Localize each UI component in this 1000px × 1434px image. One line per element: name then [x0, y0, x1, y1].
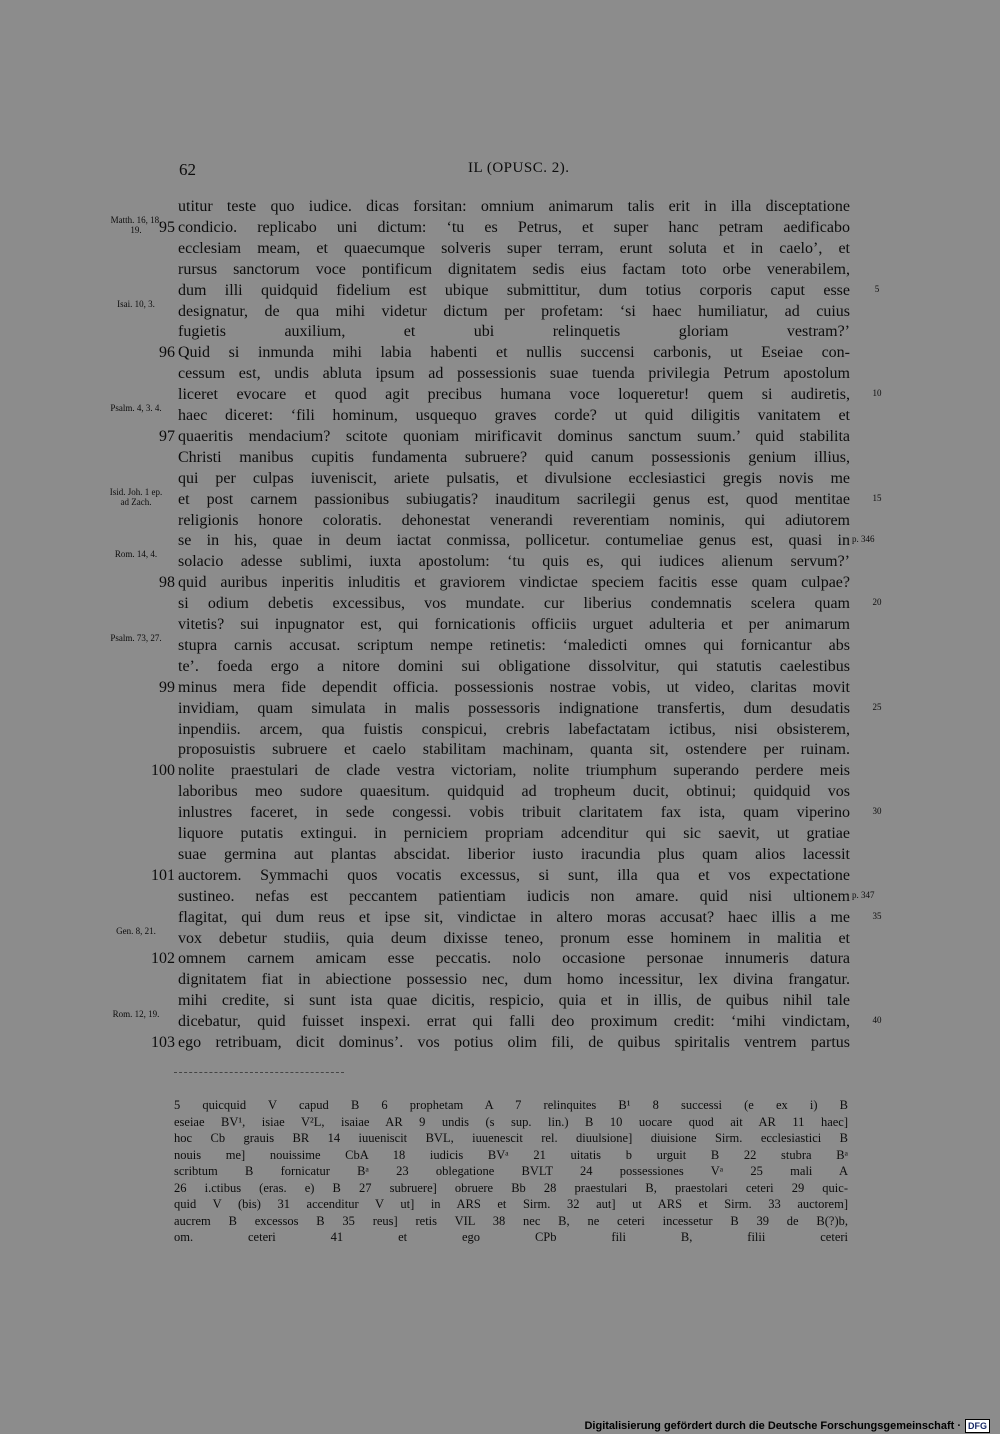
chapter-number: 99	[159, 678, 175, 696]
chapter-number: 98	[159, 574, 175, 592]
text-line: quaeritis mendacium? scitote quoniam mirificavit dominus sanctum suum.’ quid stabilita	[178, 427, 850, 445]
apparatus-line: hoc Cb grauis BR 14 iuueniscit BVL, iuuenescit rel. diuulsione] diuisione Sirm. ecclesiastici B	[174, 1131, 848, 1145]
text-line: condicio. replicabo uni dictum: ‘tu es Petrus, et super hanc petram aedificabo	[178, 218, 850, 236]
apparatus-line: om. ceteri 41 et ego CPb fili B, filii ceteri	[174, 1230, 848, 1244]
line-number: 15	[872, 492, 882, 503]
text-line: inpendiis. arcem, qua fuistis conspicui, crebris labefactatam ictibus, nisi obsisterem,	[178, 720, 850, 738]
text-line: liceret evocare et quod agit precibus humana voce loqueretur! quem si audiretis,	[178, 386, 850, 404]
text-line: fugietis auxilium, et ubi relinquetis gloriam vestram?’	[178, 323, 850, 341]
scripture-reference: Matth. 16, 18. 19.	[110, 214, 162, 235]
text-line: et post carnem passionibus subiugatis? inauditum sacrilegii genus est, quod mentitae	[178, 490, 850, 508]
text-line: solacio adesse sublimi, iuxta apostolum: ‘tu quis es, qui iudices alienum servum?’	[178, 553, 850, 571]
text-line: designatur, de qua mihi videtur dictum per profetam: ‘si haec humiliatur, ad cuius	[178, 302, 850, 320]
text-line: auctorem. Symmachi quos vocatis excessus, si sunt, illa qua et vos expectatione	[178, 866, 850, 884]
text-line: liquore putatis extingui. in perniciem propriam adcenditur qui sic saevit, ut gratiae	[178, 825, 850, 842]
apparatus-line: 26 i.ctibus (eras. e) B 27 subruere] obruere Bb 28 praestulari B, praestolari ceteri 29 quic-	[174, 1180, 848, 1195]
scripture-reference: Isid. Joh. 1 ep. ad Zach.	[109, 486, 163, 507]
text-line: cessum est, undis abluta ipsum ad possessionis suae tuenda privilegia Petrum apostolum	[178, 365, 850, 383]
scripture-reference: Rom. 14, 4.	[114, 549, 158, 560]
text-line: Christi manibus cupitis fundamenta subruere? quid canum possessionis genium illius,	[178, 448, 850, 466]
line-number: 10	[872, 388, 882, 399]
text-line: omnem carnem amicam esse peccatis. nolo occasione personae innumeris datura	[178, 950, 850, 968]
page-reference: p. 347	[852, 889, 875, 900]
line-number: 5	[874, 283, 880, 294]
text-line: quid auribus inperitis inluditis et graviorem vindictae speciem facitis esse quam culpae?	[178, 574, 850, 592]
text-line: mihi credite, si sunt ista quae dicitis, respicio, quia et in illis, de quibus nihil tale	[178, 992, 850, 1010]
text-line: rursus sanctorum voce pontificum dignitatem sedis eius factam toto orbe venerabilem,	[178, 260, 850, 278]
chapter-number: 103	[151, 1034, 175, 1051]
text-line: dicebatur, quid fuisset inspexi. errat qui falli deo proximum credit: ‘mihi vindictam,	[178, 1013, 850, 1031]
text-line: vitetis? sui inpugnator est, qui fornicationis officiis urguet adulteria et per animarum	[178, 616, 850, 633]
text-line: religionis honore coloratis. dehonestat venerandi reverentiam nominis, qui adiutorem	[178, 511, 850, 529]
line-number: 40	[872, 1015, 882, 1026]
text-line: qui per culpas iuveniscit, ariete pulsatis, et divulsione ecclesiastici gregis novis me	[178, 469, 850, 487]
scripture-reference: Gen. 8, 21.	[116, 925, 156, 936]
text-line: ecclesiam meam, et quaecumque solveris super terram, erunt soluta et in caelo’, et	[178, 239, 850, 257]
text-line: si odium debetis excessibus, vos mundate. cur liberius condemnatis scelera quam	[178, 595, 850, 613]
text-line: proposuistis subruere et caelo stabilitam machinam, quanta sit, ostendere per ruinam.	[178, 741, 850, 759]
line-number: 30	[872, 806, 882, 817]
text-line: dignitatem fiat in abiectione possessio nec, dum homo incessitur, lex divina frangatur.	[178, 971, 850, 989]
text-line: suae germina aut plantas abscidat. liberior iusto iracundia plus quam alios lacessit	[178, 845, 850, 863]
footnote-separator	[174, 1072, 344, 1073]
scripture-reference: Isai. 10, 3.	[117, 298, 155, 309]
text-line: Quid si inmunda mihi labia habenti et nullis succensi carbonis, ut Eseiae con-	[178, 344, 850, 362]
dfg-logo-icon: DFG	[965, 1419, 990, 1433]
apparatus-line: aucrem B excessos B 35 reus] retis VIL 38 nec B, ne ceteri incessetur B 39 de B(?)b,	[174, 1213, 848, 1228]
scripture-reference: Psalm. 4, 3. 4.	[110, 403, 162, 413]
chapter-number: 95	[159, 218, 175, 236]
text-line: vox debetur studiis, quia deum dixisse teneo, pronum esse hominem in malitia et	[178, 929, 850, 947]
chapter-number: 97	[159, 427, 175, 445]
text-line: laboribus meo sudore quaesitum. quidquid ad tropheum ducit, obtinui; quidquid vos	[178, 783, 850, 801]
apparatus-line: scribtum B fornicatur Bᵃ 23 oblegatione BVLT 24 possessiones Vᵃ 25 mali A	[174, 1164, 848, 1178]
text-line: te’. foeda ergo a nitore domini sui obligatione dissolvitur, qui statutis caelestibus	[178, 657, 850, 675]
chapter-number: 101	[151, 866, 175, 884]
apparatus-line: eseiae BV¹, isiae V²L, isaiae AR 9 undis (s sup. lin.) B 10 uocare quod ait AR 11 haec]	[174, 1114, 848, 1129]
text-line: invidiam, quam simulata in malis possessoris indignatione transfertis, dum desudatis	[178, 699, 850, 717]
page-reference: p. 346	[852, 534, 875, 545]
text-line: minus mera fide dependit officia. possessionis nostrae vobis, ut video, claritas movit	[178, 678, 850, 696]
line-number: 35	[872, 910, 882, 921]
footer-credit: Digitalisierung gefördert durch die Deutsche Forschungsgemeinschaft ·	[584, 1420, 961, 1432]
text-line: se in his, quae in deum iactat conmissa, pollicetur. contumeliae genus est, quasi in	[178, 532, 850, 550]
apparatus-line: nouis me] nouissime CbA 18 iudicis BVᵃ 21 uitatis b urguit B 22 stubra Bᵃ	[174, 1147, 848, 1162]
text-line: utitur teste quo iudice. dicas forsitan: omnium animarum talis erit in illa disceptatione	[178, 198, 850, 215]
text-line: nolite praestulari de clade vestra victoriam, nolite triumphum superando perdere meis	[178, 762, 850, 780]
line-number: 20	[872, 597, 882, 608]
text-line: dum illi quidquid fidelium est ubique submittitur, dum totius corporis caput esse	[178, 281, 850, 299]
apparatus-line: quid V (bis) 31 accenditur V ut] in ARS et Sirm. 32 aut] ut ARS et Sirm. 33 auctorem]	[174, 1197, 848, 1211]
text-line: ego retribuam, dicit dominus’. vos potius olim fili, de quibus spiritalis ventrem partus	[178, 1034, 850, 1051]
running-title: IL (OPUSC. 2).	[468, 160, 570, 176]
scripture-reference: Psalm. 73, 27.	[110, 632, 162, 643]
text-line: sustineo. nefas est peccantem patientiam iudicis non amare. quid nisi ultionem	[178, 887, 850, 905]
line-number: 25	[872, 701, 882, 712]
scripture-reference: Rom. 12, 19.	[112, 1009, 160, 1020]
apparatus-line: 5 quicquid V capud B 6 prophetam A 7 relinquites B¹ 8 successi (e ex i) B	[174, 1098, 848, 1112]
page-number: 62	[179, 160, 196, 179]
chapter-number: 96	[159, 344, 175, 362]
text-line: haec diceret: ‘fili hominum, usquequo graves corde? ut quid diligitis vanitatem et	[178, 407, 850, 424]
text-line: inlustres faceret, in sede congessi. vobis tribuit claritatem fax ista, quam viperino	[178, 804, 850, 822]
chapter-number: 100	[151, 762, 175, 780]
text-line: stupra carnis accusat. scriptum nempe retinetis: ‘maledicti omnes qui fornicantur abs	[178, 636, 850, 654]
chapter-number: 102	[151, 950, 175, 968]
digitization-footer	[584, 1419, 990, 1433]
text-line: flagitat, qui dum reus et ipse sit, vindictae in altero moras accusat? haec illis a me	[178, 908, 850, 926]
